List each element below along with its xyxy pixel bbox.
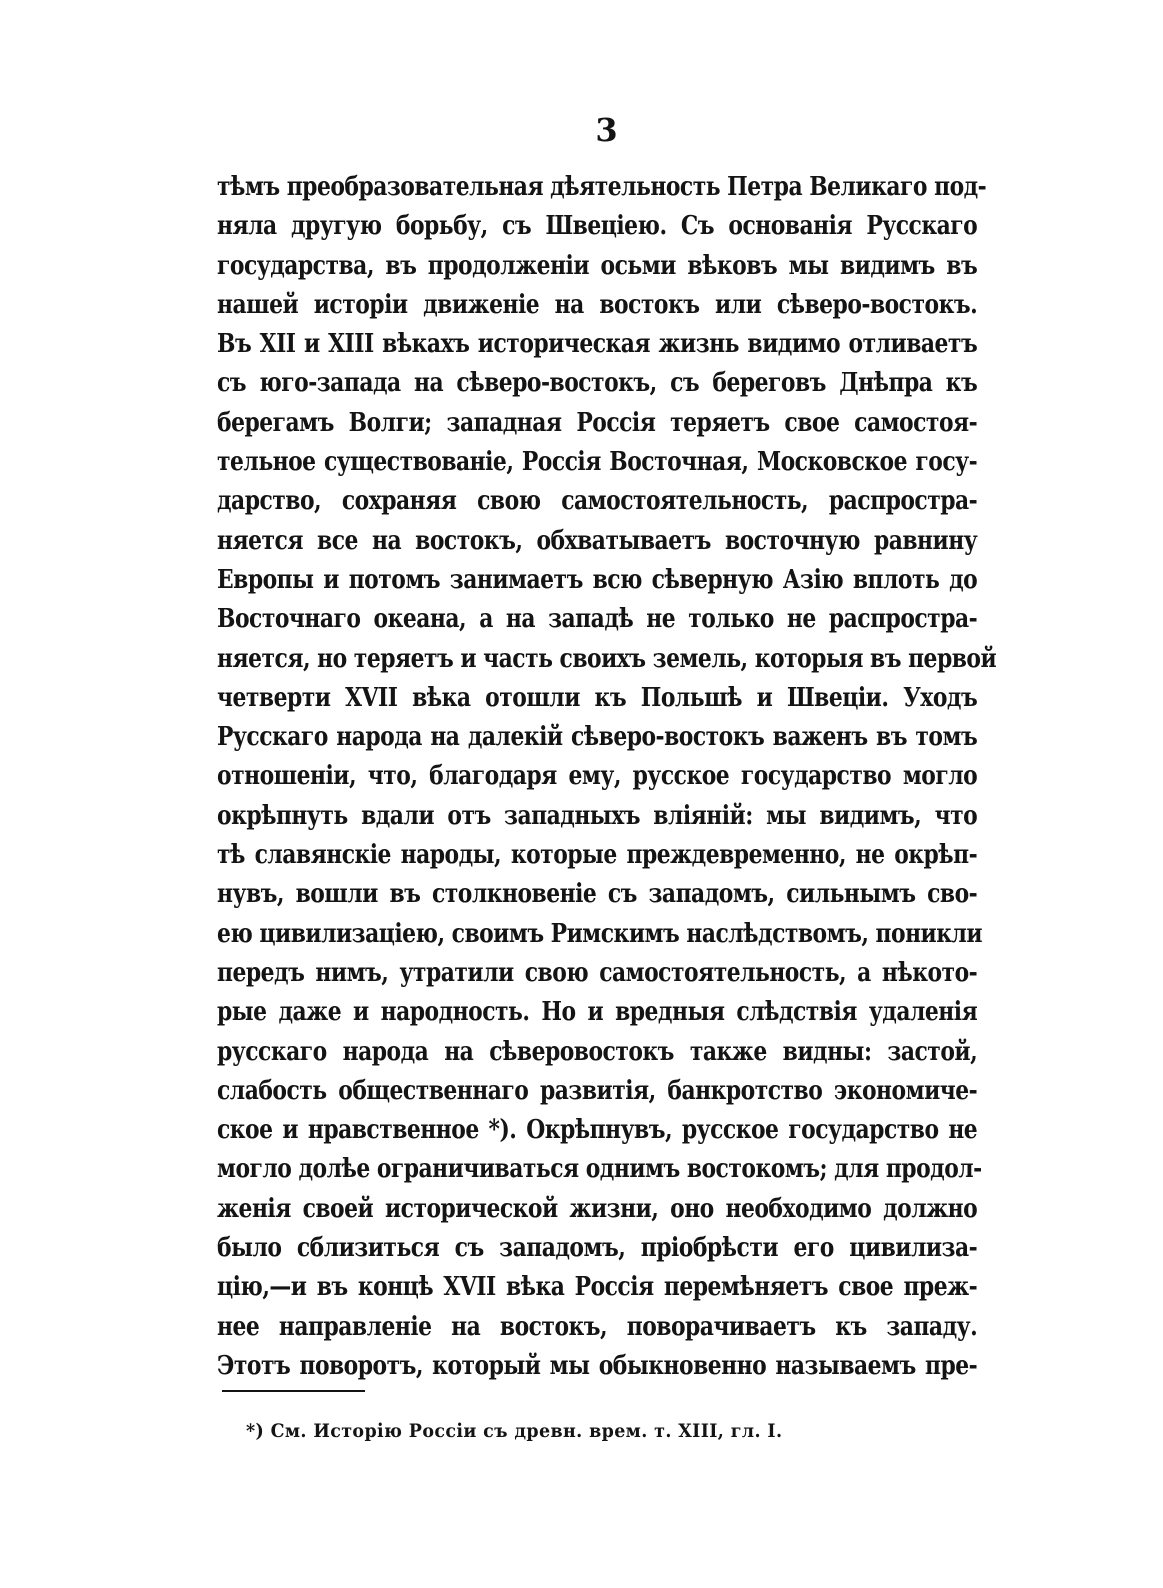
- text-line: слабость общественнаго развитія, банкротство экономиче-: [217, 1075, 978, 1106]
- text-line: берегамъ Волги; западная Россія теряетъ свое самостоя-: [217, 407, 978, 438]
- text-line: нее направленіе на востокъ, поворачиваетъ къ западу.: [217, 1311, 978, 1342]
- text-line: цію,—и въ концѣ XVII вѣка Россія перемѣняетъ свое преж-: [217, 1272, 978, 1303]
- text-line: окрѣпнуть вдали отъ западныхъ вліяній: мы видимъ, что: [217, 800, 978, 831]
- text-line: русскаго народа на сѣверовостокъ также видны: застой,: [217, 1036, 978, 1067]
- text-line: Европы и потомъ занимаетъ всю сѣверную Азію вплоть до: [217, 564, 978, 595]
- text-line: съ юго-запада на сѣверо-востокъ, съ береговъ Днѣпра къ: [217, 368, 978, 399]
- text-line: Этотъ поворотъ, который мы обыкновенно называемъ пре-: [217, 1350, 978, 1381]
- text-line: няется, но теряетъ и часть своихъ земель, которыя въ первой: [217, 643, 997, 674]
- text-line: передъ нимъ, утратили свою самостоятельность, а нѣкото-: [217, 957, 978, 988]
- text-line: нувъ, вошли въ столкновеніе съ западомъ, сильнымъ сво-: [217, 879, 978, 910]
- text-line: няла другую борьбу, съ Швеціею. Съ основанія Русскаго: [217, 211, 978, 242]
- text-line: тѣмъ преобразовательная дѣятельность Петра Великаго под-: [217, 172, 987, 202]
- footnote: *) См. Исторію Россіи съ древн. врем. т. XIII, гл. I.: [246, 1420, 783, 1442]
- text-line: нашей исторіи движеніе на востокъ или сѣверо-востокъ.: [217, 289, 978, 320]
- text-line: няется все на востокъ, обхватываетъ восточную равнину: [217, 525, 978, 556]
- footnote-divider: [222, 1390, 365, 1392]
- text-line: тельное существованіе, Россія Восточная, Московское госу-: [217, 447, 978, 478]
- text-line: ею цивилизаціею, своимъ Римскимъ наслѣдствомъ, поникли: [217, 918, 983, 949]
- text-line: отношеніи, что, благодаря ему, русское государство могло: [217, 761, 978, 792]
- text-line: Въ XII и XIII вѣкахъ историческая жизнь видимо отливаетъ: [217, 329, 978, 360]
- text-line: государства, въ продолженіи осьми вѣковъ мы видимъ въ: [217, 250, 978, 281]
- text-line: дарство, сохраняя свою самостоятельность, распростра-: [217, 486, 978, 517]
- text-line: было сблизиться съ западомъ, пріобрѣсти его цивилиза-: [217, 1233, 978, 1264]
- text-line: ское и нравственное *). Окрѣпнувъ, русское государство не: [217, 1115, 978, 1146]
- text-line: Восточнаго океана, а на западѣ не только не распростра-: [217, 604, 978, 635]
- text-line: четверти XVII вѣка отошли къ Польшѣ и Швеціи. Уходъ: [217, 682, 978, 713]
- text-line: Русскаго народа на далекій сѣверо-востокъ важенъ въ томъ: [217, 722, 978, 753]
- text-line: рые даже и народность. Но и вредныя слѣдствія удаленія: [217, 997, 978, 1028]
- page-number: 3: [595, 111, 618, 149]
- text-line: тѣ славянскіе народы, которые преждевременно, не окрѣп-: [217, 840, 978, 871]
- text-line: могло долѣе ограничиваться однимъ востокомъ; для продол-: [217, 1154, 982, 1185]
- body-text: [217, 168, 997, 1386]
- text-line: женія своей исторической жизни, оно необходимо должно: [217, 1193, 978, 1224]
